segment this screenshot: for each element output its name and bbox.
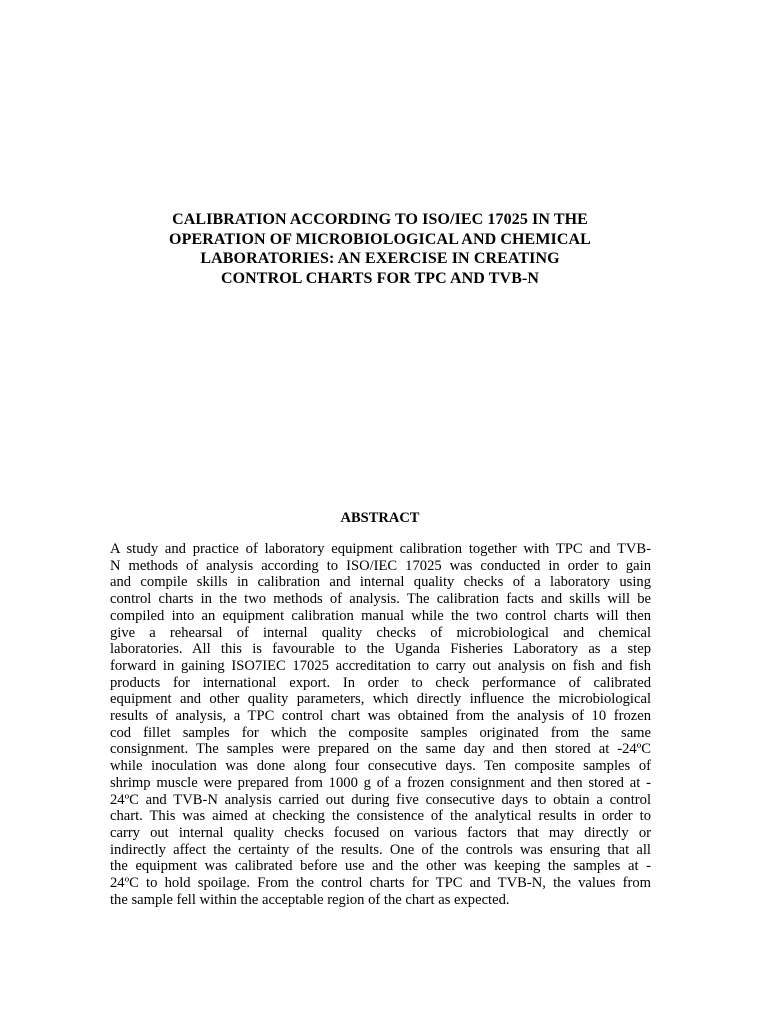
abstract-line: products for international export. In order to check performance of calibrated <box>110 674 651 691</box>
title-line: CALIBRATION ACCORDING TO ISO/IEC 17025 IN THE <box>172 211 588 228</box>
abstract-line: carry out internal quality checks focused on various factors that may directly or <box>110 824 651 841</box>
abstract-line: forward in gaining ISO7IEC 17025 accreditation to carry out analysis on fish and fish <box>110 657 651 674</box>
title-line: OPERATION OF MICROBIOLOGICAL AND CHEMICAL <box>169 230 591 248</box>
abstract-line: shrimp muscle were prepared from 1000 g of a frozen consignment and then stored at - <box>110 774 651 791</box>
abstract-line: the sample fell within the acceptable region of the chart as expected. <box>110 891 510 908</box>
abstract-line: and compile skills in calibration and internal quality checks of a laboratory using <box>110 574 651 591</box>
abstract-line: the equipment was calibrated before use and the other was keeping the samples at - <box>110 858 651 875</box>
abstract-line: 24ºC to hold spoilage. From the control charts for TPC and TVB-N, the values from <box>110 875 651 892</box>
paper-title <box>110 210 650 288</box>
abstract-line: cod fillet samples for which the composite samples originated from the same <box>110 724 651 741</box>
title-line: LABORATORIES: AN EXERCISE IN CREATING <box>200 250 560 268</box>
abstract-line: indirectly affect the certainty of the results. One of the controls was ensuring that all <box>110 841 651 858</box>
abstract-line: consignment. The samples were prepared on the same day and then stored at -24ºC <box>110 741 651 758</box>
abstract-line: control charts in the two methods of analysis. The calibration facts and skills will be <box>110 591 651 608</box>
abstract-line: A study and practice of laboratory equipment calibration together with TPC and TVB- <box>110 541 651 557</box>
abstract-line: 24ºC and TVB-N analysis carried out during five consecutive days to obtain a control <box>110 791 651 808</box>
abstract-text <box>110 541 651 908</box>
abstract-line: laboratories. All this is favourable to the Uganda Fisheries Laboratory as a step <box>110 641 651 658</box>
abstract-line: chart. This was aimed at checking the consistence of the analytical results in order to <box>110 808 651 825</box>
abstract-line: equipment and other quality parameters, which directly influence the microbiological <box>110 691 651 708</box>
abstract-line: results of analysis, a TPC control chart was obtained from the analysis of 10 frozen <box>110 708 651 725</box>
title-line: CONTROL CHARTS FOR TPC AND TVB-N <box>220 269 540 287</box>
abstract-line: give a rehearsal of internal quality checks of microbiological and chemical <box>110 624 651 641</box>
abstract-line: compiled into an equipment calibration manual while the two control charts will then <box>110 607 651 624</box>
abstract-line: while inoculation was done along four consecutive days. Ten composite samples of <box>110 758 651 775</box>
abstract-line: N methods of analysis according to ISO/IEC 17025 was conducted in order to gain <box>110 557 651 574</box>
abstract-heading: ABSTRACT <box>340 510 420 526</box>
